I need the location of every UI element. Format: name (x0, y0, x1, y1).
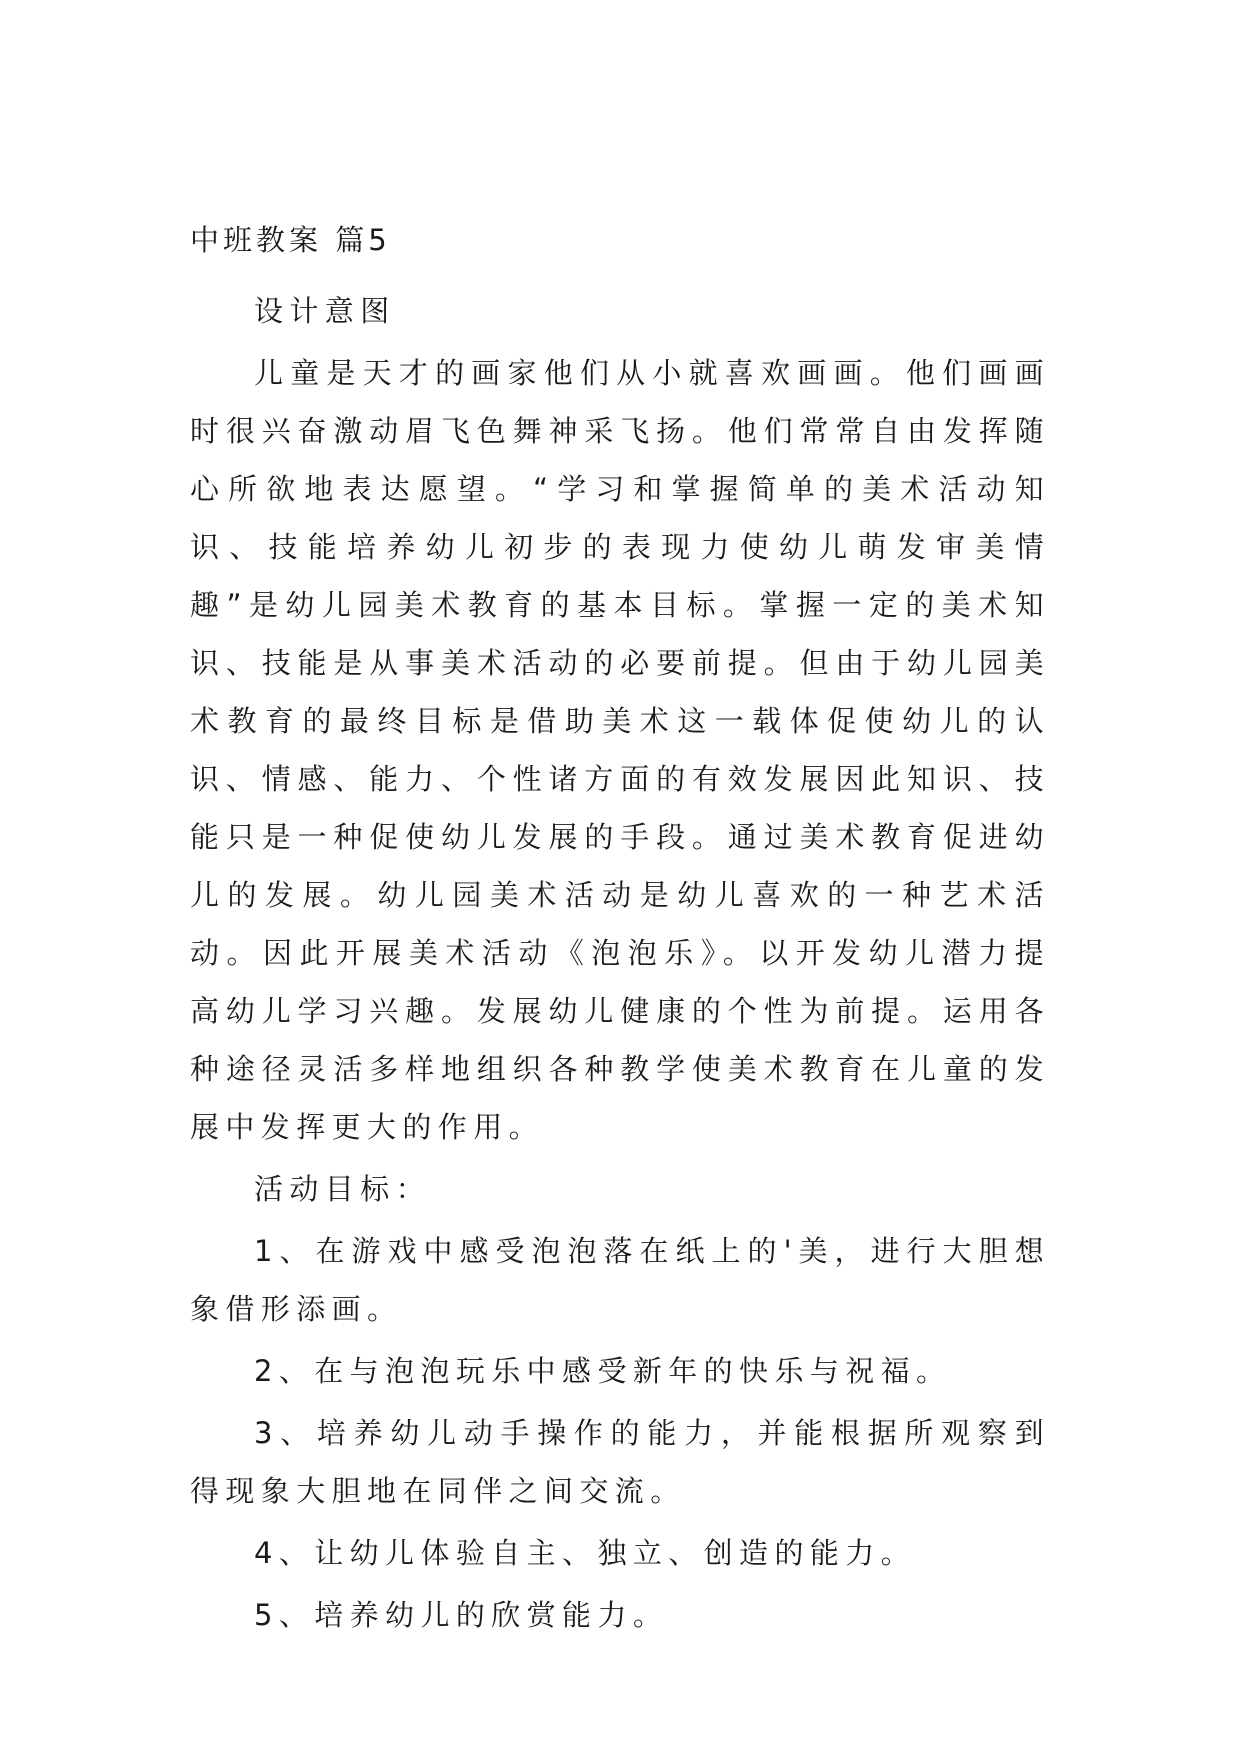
document-page (190, 220, 1050, 1648)
document-title: 中班教案 篇5 (190, 223, 391, 257)
goal-item-3: 3、培养幼儿动手操作的能力，并能根据所观察到得现象大胆地在同伴之间交流。 (190, 1416, 1050, 1508)
section-heading-design-intent: 设计意图 (254, 294, 396, 328)
design-intent-paragraph: 儿童是天才的画家他们从小就喜欢画画。他们画画时很兴奋激动眉飞色舞神采飞扬。他们常常自由发挥随心所欲地表达愿望。“学习和掌握简单的美术活动知识、技能培养幼儿初步的表现力使幼儿萌发审美情趣”是幼儿园美术教育的基本目标。掌握一定的美术知识、技能是从事美术活动的必要前提。但由于幼儿园美术教育的最终目标是借助美术这一载体促使幼儿的认识、情感、能力、个性诸方面的有效发展因此知识、技能只是一种促使幼儿发展的手段。通过美术教育促进幼儿的发展。幼儿园美术活动是幼儿喜欢的一种艺术活动。因此开展美术活动《泡泡乐》。以开发幼儿潜力提高幼儿学习兴趣。发展幼儿健康的个性为前提。运用各种途径灵活多样地组织各种教学使美术教育在儿童的发展中发挥更大的作用。 (190, 356, 1050, 1144)
goal-item-1: 1、在游戏中感受泡泡落在纸上的'美，进行大胆想象借形添画。 (190, 1234, 1050, 1326)
goal-item-5: 5、培养幼儿的欣赏能力。 (254, 1598, 669, 1632)
section-heading-activity-goals: 活动目标： (254, 1172, 432, 1206)
goal-item-2: 2、在与泡泡玩乐中感受新年的快乐与祝福。 (254, 1354, 952, 1388)
goal-item-4: 4、让幼儿体验自主、独立、创造的能力。 (254, 1536, 917, 1570)
